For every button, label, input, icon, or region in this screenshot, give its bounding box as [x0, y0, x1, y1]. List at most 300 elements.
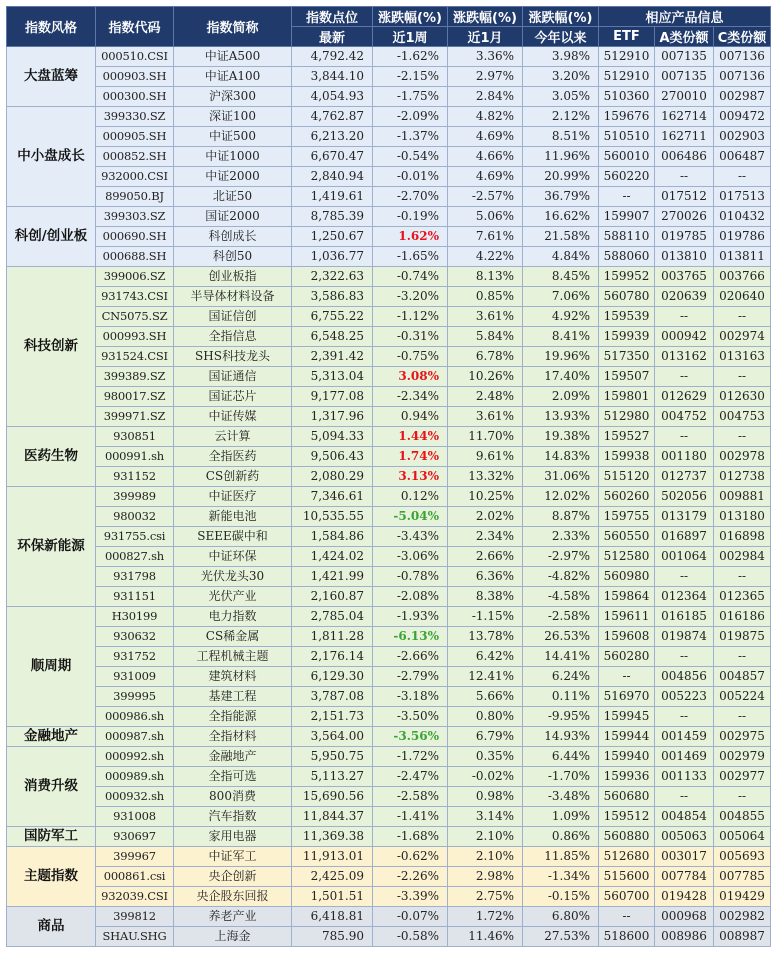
a-share-code-cell: 003017 — [655, 847, 714, 867]
index-name-cell: 中证1000 — [174, 147, 292, 167]
index-code-cell: 931752 — [96, 647, 174, 667]
index-points-cell: 6,670.47 — [292, 147, 373, 167]
a-share-code-cell: -- — [655, 427, 714, 447]
etf-code-cell: 159907 — [599, 207, 655, 227]
c-share-code-cell: -- — [714, 647, 771, 667]
index-points-cell: 2,160.87 — [292, 587, 373, 607]
a-share-code-cell: 012364 — [655, 587, 714, 607]
index-name-cell: 深证100 — [174, 107, 292, 127]
index-name-cell: 全指材料 — [174, 727, 292, 747]
c-share-code-cell: 019786 — [714, 227, 771, 247]
change-week-cell: -2.66% — [373, 647, 448, 667]
index-name-cell: 中证2000 — [174, 167, 292, 187]
a-share-code-cell: 004856 — [655, 667, 714, 687]
index-name-cell: 800消费 — [174, 787, 292, 807]
c-share-code-cell: 003766 — [714, 267, 771, 287]
table-row — [7, 387, 771, 407]
c-share-code-cell: 002903 — [714, 127, 771, 147]
etf-code-cell: 159507 — [599, 367, 655, 387]
change-month-cell: 11.70% — [448, 427, 523, 447]
change-ytd-cell: -2.97% — [523, 547, 599, 567]
table-row — [7, 167, 771, 187]
change-week-cell: -1.65% — [373, 247, 448, 267]
a-share-code-cell: 004854 — [655, 807, 714, 827]
table-row — [7, 107, 771, 127]
change-ytd-cell: 17.40% — [523, 367, 599, 387]
table-row — [7, 867, 771, 887]
change-month-cell: 10.25% — [448, 487, 523, 507]
change-week-cell: -6.13% — [373, 627, 448, 647]
index-code-cell: 980017.SZ — [96, 387, 174, 407]
etf-code-cell: 512910 — [599, 47, 655, 67]
a-share-code-cell: 016185 — [655, 607, 714, 627]
table-row — [7, 367, 771, 387]
a-share-code-cell: 007784 — [655, 867, 714, 887]
table-row — [7, 507, 771, 527]
table-row — [7, 287, 771, 307]
index-points-cell: 4,762.87 — [292, 107, 373, 127]
index-name-cell: 创业板指 — [174, 267, 292, 287]
c-share-code-cell: 006487 — [714, 147, 771, 167]
change-month-cell: 4.69% — [448, 127, 523, 147]
index-code-cell: 000827.sh — [96, 547, 174, 567]
index-points-cell: 3,787.08 — [292, 687, 373, 707]
c-share-code-cell: 004753 — [714, 407, 771, 427]
index-points-cell: 6,213.20 — [292, 127, 373, 147]
index-name-cell: 全指能源 — [174, 707, 292, 727]
a-share-code-cell: 013810 — [655, 247, 714, 267]
a-share-code-cell: 019428 — [655, 887, 714, 907]
change-week-cell: -3.43% — [373, 527, 448, 547]
change-week-cell: -2.79% — [373, 667, 448, 687]
change-ytd-cell: -4.82% — [523, 567, 599, 587]
c-share-code-cell: -- — [714, 567, 771, 587]
index-name-cell: 央企创新 — [174, 867, 292, 887]
change-ytd-cell: -9.95% — [523, 707, 599, 727]
etf-code-cell: 560680 — [599, 787, 655, 807]
table-row — [7, 887, 771, 907]
index-code-cell: 000688.SH — [96, 247, 174, 267]
change-week-cell: -0.31% — [373, 327, 448, 347]
etf-code-cell: 159945 — [599, 707, 655, 727]
index-points-cell: 11,369.38 — [292, 827, 373, 847]
change-week-cell: -3.50% — [373, 707, 448, 727]
header-a-share: A类份额 — [655, 27, 714, 47]
change-month-cell: 9.61% — [448, 447, 523, 467]
change-month-cell: 1.72% — [448, 907, 523, 927]
etf-code-cell: 588060 — [599, 247, 655, 267]
a-share-code-cell: 019785 — [655, 227, 714, 247]
a-share-code-cell: 019874 — [655, 627, 714, 647]
change-month-cell: 3.14% — [448, 807, 523, 827]
etf-code-cell: 515120 — [599, 467, 655, 487]
etf-code-cell: 515600 — [599, 867, 655, 887]
change-week-cell: -1.12% — [373, 307, 448, 327]
change-ytd-cell: 14.83% — [523, 447, 599, 467]
index-points-cell: 2,322.63 — [292, 267, 373, 287]
index-code-cell: 931008 — [96, 807, 174, 827]
a-share-code-cell: 001459 — [655, 727, 714, 747]
index-points-cell: 11,913.01 — [292, 847, 373, 867]
change-ytd-cell: 0.11% — [523, 687, 599, 707]
change-week-cell: -1.62% — [373, 47, 448, 67]
a-share-code-cell: 270026 — [655, 207, 714, 227]
index-points-cell: 11,844.37 — [292, 807, 373, 827]
change-week-cell: -0.62% — [373, 847, 448, 867]
change-month-cell: 4.69% — [448, 167, 523, 187]
index-points-cell: 5,313.04 — [292, 367, 373, 387]
index-name-cell: 家用电器 — [174, 827, 292, 847]
index-points-cell: 1,250.67 — [292, 227, 373, 247]
index-code-cell: 000932.sh — [96, 787, 174, 807]
table-row — [7, 567, 771, 587]
a-share-code-cell: 013162 — [655, 347, 714, 367]
index-code-cell: 399330.SZ — [96, 107, 174, 127]
change-week-cell: 3.13% — [373, 467, 448, 487]
change-month-cell: 2.10% — [448, 827, 523, 847]
index-name-cell: 中证500 — [174, 127, 292, 147]
etf-code-cell: 159539 — [599, 307, 655, 327]
c-share-code-cell: -- — [714, 367, 771, 387]
index-points-cell: 7,346.61 — [292, 487, 373, 507]
c-share-code-cell: -- — [714, 167, 771, 187]
etf-code-cell: 159939 — [599, 327, 655, 347]
table-row — [7, 847, 771, 867]
a-share-code-cell: 003765 — [655, 267, 714, 287]
c-share-code-cell: 007785 — [714, 867, 771, 887]
change-week-cell: -3.18% — [373, 687, 448, 707]
c-share-code-cell: 009472 — [714, 107, 771, 127]
c-share-code-cell: 013180 — [714, 507, 771, 527]
change-ytd-cell: 8.87% — [523, 507, 599, 527]
change-month-cell: 2.97% — [448, 67, 523, 87]
a-share-code-cell: -- — [655, 367, 714, 387]
header-ytd: 今年以来 — [523, 27, 599, 47]
table-row — [7, 227, 771, 247]
change-ytd-cell: 6.44% — [523, 747, 599, 767]
a-share-code-cell: -- — [655, 567, 714, 587]
change-week-cell: -0.19% — [373, 207, 448, 227]
table-row — [7, 607, 771, 627]
index-points-cell: 6,129.30 — [292, 667, 373, 687]
change-ytd-cell: -4.58% — [523, 587, 599, 607]
a-share-code-cell: 012629 — [655, 387, 714, 407]
table-row — [7, 587, 771, 607]
index-name-cell: 中证军工 — [174, 847, 292, 867]
index-points-cell: 2,151.73 — [292, 707, 373, 727]
change-ytd-cell: 12.02% — [523, 487, 599, 507]
change-ytd-cell: 19.96% — [523, 347, 599, 367]
a-share-code-cell: -- — [655, 787, 714, 807]
change-month-cell: 2.75% — [448, 887, 523, 907]
index-code-cell: 899050.BJ — [96, 187, 174, 207]
etf-code-cell: 518600 — [599, 927, 655, 947]
index-code-cell: 399303.SZ — [96, 207, 174, 227]
change-week-cell: -3.06% — [373, 547, 448, 567]
table-row — [7, 307, 771, 327]
table-row — [7, 807, 771, 827]
a-share-code-cell: 001180 — [655, 447, 714, 467]
etf-code-cell: -- — [599, 667, 655, 687]
etf-code-cell: 560980 — [599, 567, 655, 587]
table-row — [7, 427, 771, 447]
change-week-cell: -2.26% — [373, 867, 448, 887]
change-ytd-cell: 26.53% — [523, 627, 599, 647]
change-ytd-cell: 6.80% — [523, 907, 599, 927]
index-table-container — [6, 6, 770, 947]
change-week-cell: -3.39% — [373, 887, 448, 907]
index-points-cell: 5,113.27 — [292, 767, 373, 787]
table-row — [7, 927, 771, 947]
change-ytd-cell: 14.93% — [523, 727, 599, 747]
change-month-cell: 2.02% — [448, 507, 523, 527]
c-share-code-cell: 012630 — [714, 387, 771, 407]
c-share-code-cell: 002987 — [714, 87, 771, 107]
change-ytd-cell: 3.05% — [523, 87, 599, 107]
header-code: 指数代码 — [96, 7, 174, 47]
index-code-cell: 000905.SH — [96, 127, 174, 147]
change-week-cell: -0.54% — [373, 147, 448, 167]
table-row — [7, 487, 771, 507]
index-points-cell: 10,535.55 — [292, 507, 373, 527]
index-points-cell: 3,586.83 — [292, 287, 373, 307]
index-code-cell: 930632 — [96, 627, 174, 647]
index-points-cell: 9,177.08 — [292, 387, 373, 407]
index-code-cell: 000903.SH — [96, 67, 174, 87]
change-ytd-cell: 7.06% — [523, 287, 599, 307]
change-ytd-cell: 31.06% — [523, 467, 599, 487]
c-share-code-cell: 019875 — [714, 627, 771, 647]
change-month-cell: 2.84% — [448, 87, 523, 107]
change-ytd-cell: 3.98% — [523, 47, 599, 67]
change-month-cell: 10.26% — [448, 367, 523, 387]
a-share-code-cell: -- — [655, 167, 714, 187]
a-share-code-cell: 007135 — [655, 47, 714, 67]
index-points-cell: 1,584.86 — [292, 527, 373, 547]
change-ytd-cell: 19.38% — [523, 427, 599, 447]
change-week-cell: 0.94% — [373, 407, 448, 427]
a-share-code-cell: 162711 — [655, 127, 714, 147]
change-week-cell: -2.15% — [373, 67, 448, 87]
index-code-cell: 000852.SH — [96, 147, 174, 167]
index-code-cell: 931798 — [96, 567, 174, 587]
index-code-cell: CN5075.SZ — [96, 307, 174, 327]
index-code-cell: 000993.SH — [96, 327, 174, 347]
etf-code-cell: 159944 — [599, 727, 655, 747]
change-month-cell: 6.79% — [448, 727, 523, 747]
index-style-cell: 顺周期 — [7, 607, 96, 727]
change-ytd-cell: -3.48% — [523, 787, 599, 807]
index-style-cell: 科技创新 — [7, 267, 96, 427]
table-row — [7, 627, 771, 647]
index-points-cell: 785.90 — [292, 927, 373, 947]
index-code-cell: 399812 — [96, 907, 174, 927]
change-month-cell: 2.48% — [448, 387, 523, 407]
change-week-cell: -0.07% — [373, 907, 448, 927]
index-code-cell: 931743.CSI — [96, 287, 174, 307]
change-week-cell: -0.74% — [373, 267, 448, 287]
change-ytd-cell: 6.24% — [523, 667, 599, 687]
index-name-cell: 新能电池 — [174, 507, 292, 527]
c-share-code-cell: 008987 — [714, 927, 771, 947]
etf-code-cell: 159676 — [599, 107, 655, 127]
index-name-cell: 沪深300 — [174, 87, 292, 107]
change-month-cell: 2.34% — [448, 527, 523, 547]
change-week-cell: -3.56% — [373, 727, 448, 747]
index-points-cell: 5,094.33 — [292, 427, 373, 447]
table-row — [7, 707, 771, 727]
etf-code-cell: 512980 — [599, 407, 655, 427]
etf-code-cell: 516970 — [599, 687, 655, 707]
index-name-cell: 央企股东回报 — [174, 887, 292, 907]
change-month-cell: 0.80% — [448, 707, 523, 727]
change-month-cell: 4.66% — [448, 147, 523, 167]
c-share-code-cell: 005693 — [714, 847, 771, 867]
a-share-code-cell: 020639 — [655, 287, 714, 307]
change-ytd-cell: 2.33% — [523, 527, 599, 547]
change-month-cell: 5.84% — [448, 327, 523, 347]
table-row — [7, 907, 771, 927]
change-ytd-cell: 11.96% — [523, 147, 599, 167]
change-month-cell: 6.42% — [448, 647, 523, 667]
change-week-cell: -2.47% — [373, 767, 448, 787]
index-code-cell: 932000.CSI — [96, 167, 174, 187]
index-style-cell: 金融地产 — [7, 727, 96, 747]
index-name-cell: CS创新药 — [174, 467, 292, 487]
change-ytd-cell: 4.92% — [523, 307, 599, 327]
index-name-cell: 光伏产业 — [174, 587, 292, 607]
change-month-cell: -0.02% — [448, 767, 523, 787]
index-points-cell: 2,425.09 — [292, 867, 373, 887]
table-row — [7, 647, 771, 667]
index-name-cell: 国证芯片 — [174, 387, 292, 407]
change-month-cell: 2.98% — [448, 867, 523, 887]
index-points-cell: 1,424.02 — [292, 547, 373, 567]
change-week-cell: -2.34% — [373, 387, 448, 407]
c-share-code-cell: -- — [714, 307, 771, 327]
etf-code-cell: 560220 — [599, 167, 655, 187]
index-name-cell: 基建工程 — [174, 687, 292, 707]
etf-code-cell: -- — [599, 187, 655, 207]
header-c-share: C类份额 — [714, 27, 771, 47]
index-code-cell: 399389.SZ — [96, 367, 174, 387]
index-points-cell: 1,811.28 — [292, 627, 373, 647]
index-code-cell: 399006.SZ — [96, 267, 174, 287]
index-performance-table — [6, 6, 771, 947]
index-points-cell: 5,950.75 — [292, 747, 373, 767]
index-name-cell: 汽车指数 — [174, 807, 292, 827]
etf-code-cell: 159608 — [599, 627, 655, 647]
a-share-code-cell: 000968 — [655, 907, 714, 927]
index-points-cell: 2,840.94 — [292, 167, 373, 187]
index-code-cell: 000986.sh — [96, 707, 174, 727]
change-ytd-cell: 3.20% — [523, 67, 599, 87]
a-share-code-cell: 017512 — [655, 187, 714, 207]
etf-code-cell: 159512 — [599, 807, 655, 827]
index-code-cell: 399995 — [96, 687, 174, 707]
etf-code-cell: 560260 — [599, 487, 655, 507]
header-style: 指数风格 — [7, 7, 96, 47]
index-name-cell: 国证通信 — [174, 367, 292, 387]
change-month-cell: 3.36% — [448, 47, 523, 67]
etf-code-cell: 560280 — [599, 647, 655, 667]
index-points-cell: 6,548.25 — [292, 327, 373, 347]
change-month-cell: 13.78% — [448, 627, 523, 647]
index-name-cell: 全指信息 — [174, 327, 292, 347]
table-row — [7, 667, 771, 687]
index-code-cell: 000510.CSI — [96, 47, 174, 67]
etf-code-cell: -- — [599, 907, 655, 927]
a-share-code-cell: 004752 — [655, 407, 714, 427]
index-code-cell: 931152 — [96, 467, 174, 487]
a-share-code-cell: 502056 — [655, 487, 714, 507]
change-week-cell: -2.09% — [373, 107, 448, 127]
index-name-cell: SEEE碳中和 — [174, 527, 292, 547]
index-points-cell: 1,501.51 — [292, 887, 373, 907]
change-month-cell: 8.13% — [448, 267, 523, 287]
change-ytd-cell: 21.58% — [523, 227, 599, 247]
index-points-cell: 6,418.81 — [292, 907, 373, 927]
etf-code-cell: 560010 — [599, 147, 655, 167]
index-code-cell: 399989 — [96, 487, 174, 507]
index-points-cell: 1,421.99 — [292, 567, 373, 587]
index-code-cell: 000992.sh — [96, 747, 174, 767]
c-share-code-cell: 007136 — [714, 47, 771, 67]
c-share-code-cell: 002984 — [714, 547, 771, 567]
index-code-cell: 399971.SZ — [96, 407, 174, 427]
index-code-cell: 930851 — [96, 427, 174, 447]
change-month-cell: 3.61% — [448, 407, 523, 427]
table-row — [7, 87, 771, 107]
change-week-cell: 0.12% — [373, 487, 448, 507]
change-ytd-cell: 13.93% — [523, 407, 599, 427]
index-name-cell: 电力指数 — [174, 607, 292, 627]
change-month-cell: 0.98% — [448, 787, 523, 807]
change-week-cell: -0.01% — [373, 167, 448, 187]
change-month-cell: 7.61% — [448, 227, 523, 247]
a-share-code-cell: 016897 — [655, 527, 714, 547]
index-code-cell: 000989.sh — [96, 767, 174, 787]
change-ytd-cell: -2.58% — [523, 607, 599, 627]
c-share-code-cell: 013163 — [714, 347, 771, 367]
table-row — [7, 407, 771, 427]
index-style-cell: 科创/创业板 — [7, 207, 96, 267]
index-style-cell: 环保新能源 — [7, 487, 96, 607]
a-share-code-cell: 001469 — [655, 747, 714, 767]
index-code-cell: 931151 — [96, 587, 174, 607]
index-points-cell: 1,317.96 — [292, 407, 373, 427]
change-month-cell: 0.85% — [448, 287, 523, 307]
table-row — [7, 347, 771, 367]
change-week-cell: -2.70% — [373, 187, 448, 207]
index-points-cell: 3,844.10 — [292, 67, 373, 87]
table-row — [7, 687, 771, 707]
table-row — [7, 727, 771, 747]
a-share-code-cell: 007135 — [655, 67, 714, 87]
a-share-code-cell: -- — [655, 707, 714, 727]
etf-code-cell: 512580 — [599, 547, 655, 567]
a-share-code-cell: 270010 — [655, 87, 714, 107]
index-name-cell: 中证医疗 — [174, 487, 292, 507]
a-share-code-cell: 005223 — [655, 687, 714, 707]
a-share-code-cell: -- — [655, 647, 714, 667]
change-ytd-cell: 8.41% — [523, 327, 599, 347]
change-month-cell: 2.10% — [448, 847, 523, 867]
index-points-cell: 15,690.56 — [292, 787, 373, 807]
change-ytd-cell: 20.99% — [523, 167, 599, 187]
etf-code-cell: 159527 — [599, 427, 655, 447]
a-share-code-cell: 001133 — [655, 767, 714, 787]
